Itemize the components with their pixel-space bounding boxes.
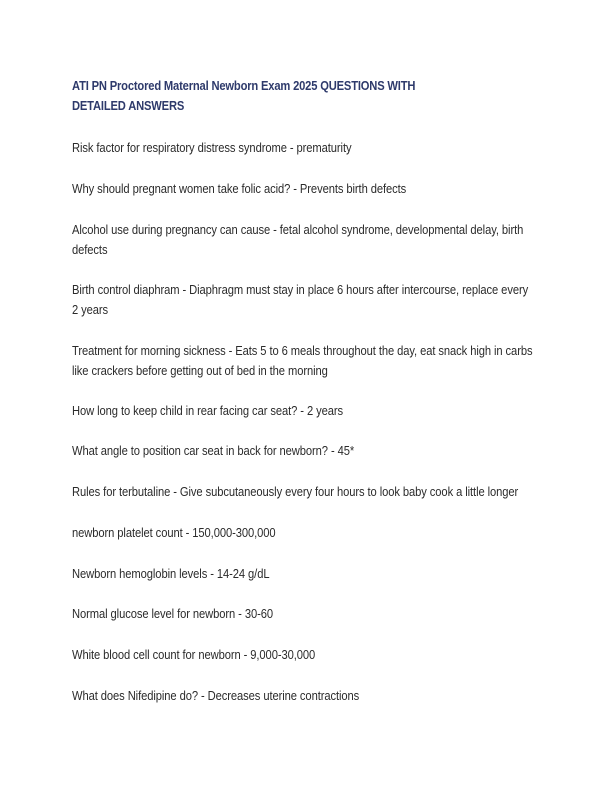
qa-item: Rules for terbutaline - Give subcutaneously every four hours to look baby cook a little longer [72,484,519,499]
qa-item: Newborn hemoglobin levels - 14-24 g/dL [72,566,270,581]
qa-item: What does Nifedipine do? - Decreases uterine contractions [72,688,360,703]
qa-item: Treatment for morning sickness - Eats 5 to 6 meals throughout the day, eat snack high in carbs like crackers before getting out of bed in the morning [72,343,533,378]
qa-item: Alcohol use during pregnancy can cause - fetal alcohol syndrome, developmental delay, birth defects [72,222,524,257]
qa-item: Birth control diaphram - Diaphragm must stay in place 6 hours after intercourse, replace every 2 years [72,282,529,317]
qa-item: newborn platelet count - 150,000-300,000 [72,525,276,540]
qa-item: Normal glucose level for newborn - 30-60 [72,606,274,621]
qa-item: Why should pregnant women take folic acid? - Prevents birth defects [72,181,407,196]
qa-item: What angle to position car seat in back for newborn? - 45* [72,443,355,458]
qa-item: How long to keep child in rear facing car seat? - 2 years [72,403,344,418]
document-title: ATI PN Proctored Maternal Newborn Exam 2025 QUESTIONS WITH DETAILED ANSWERS [72,78,416,113]
qa-item: Risk factor for respiratory distress syndrome - prematurity [72,140,352,155]
qa-item: White blood cell count for newborn - 9,000-30,000 [72,647,316,662]
